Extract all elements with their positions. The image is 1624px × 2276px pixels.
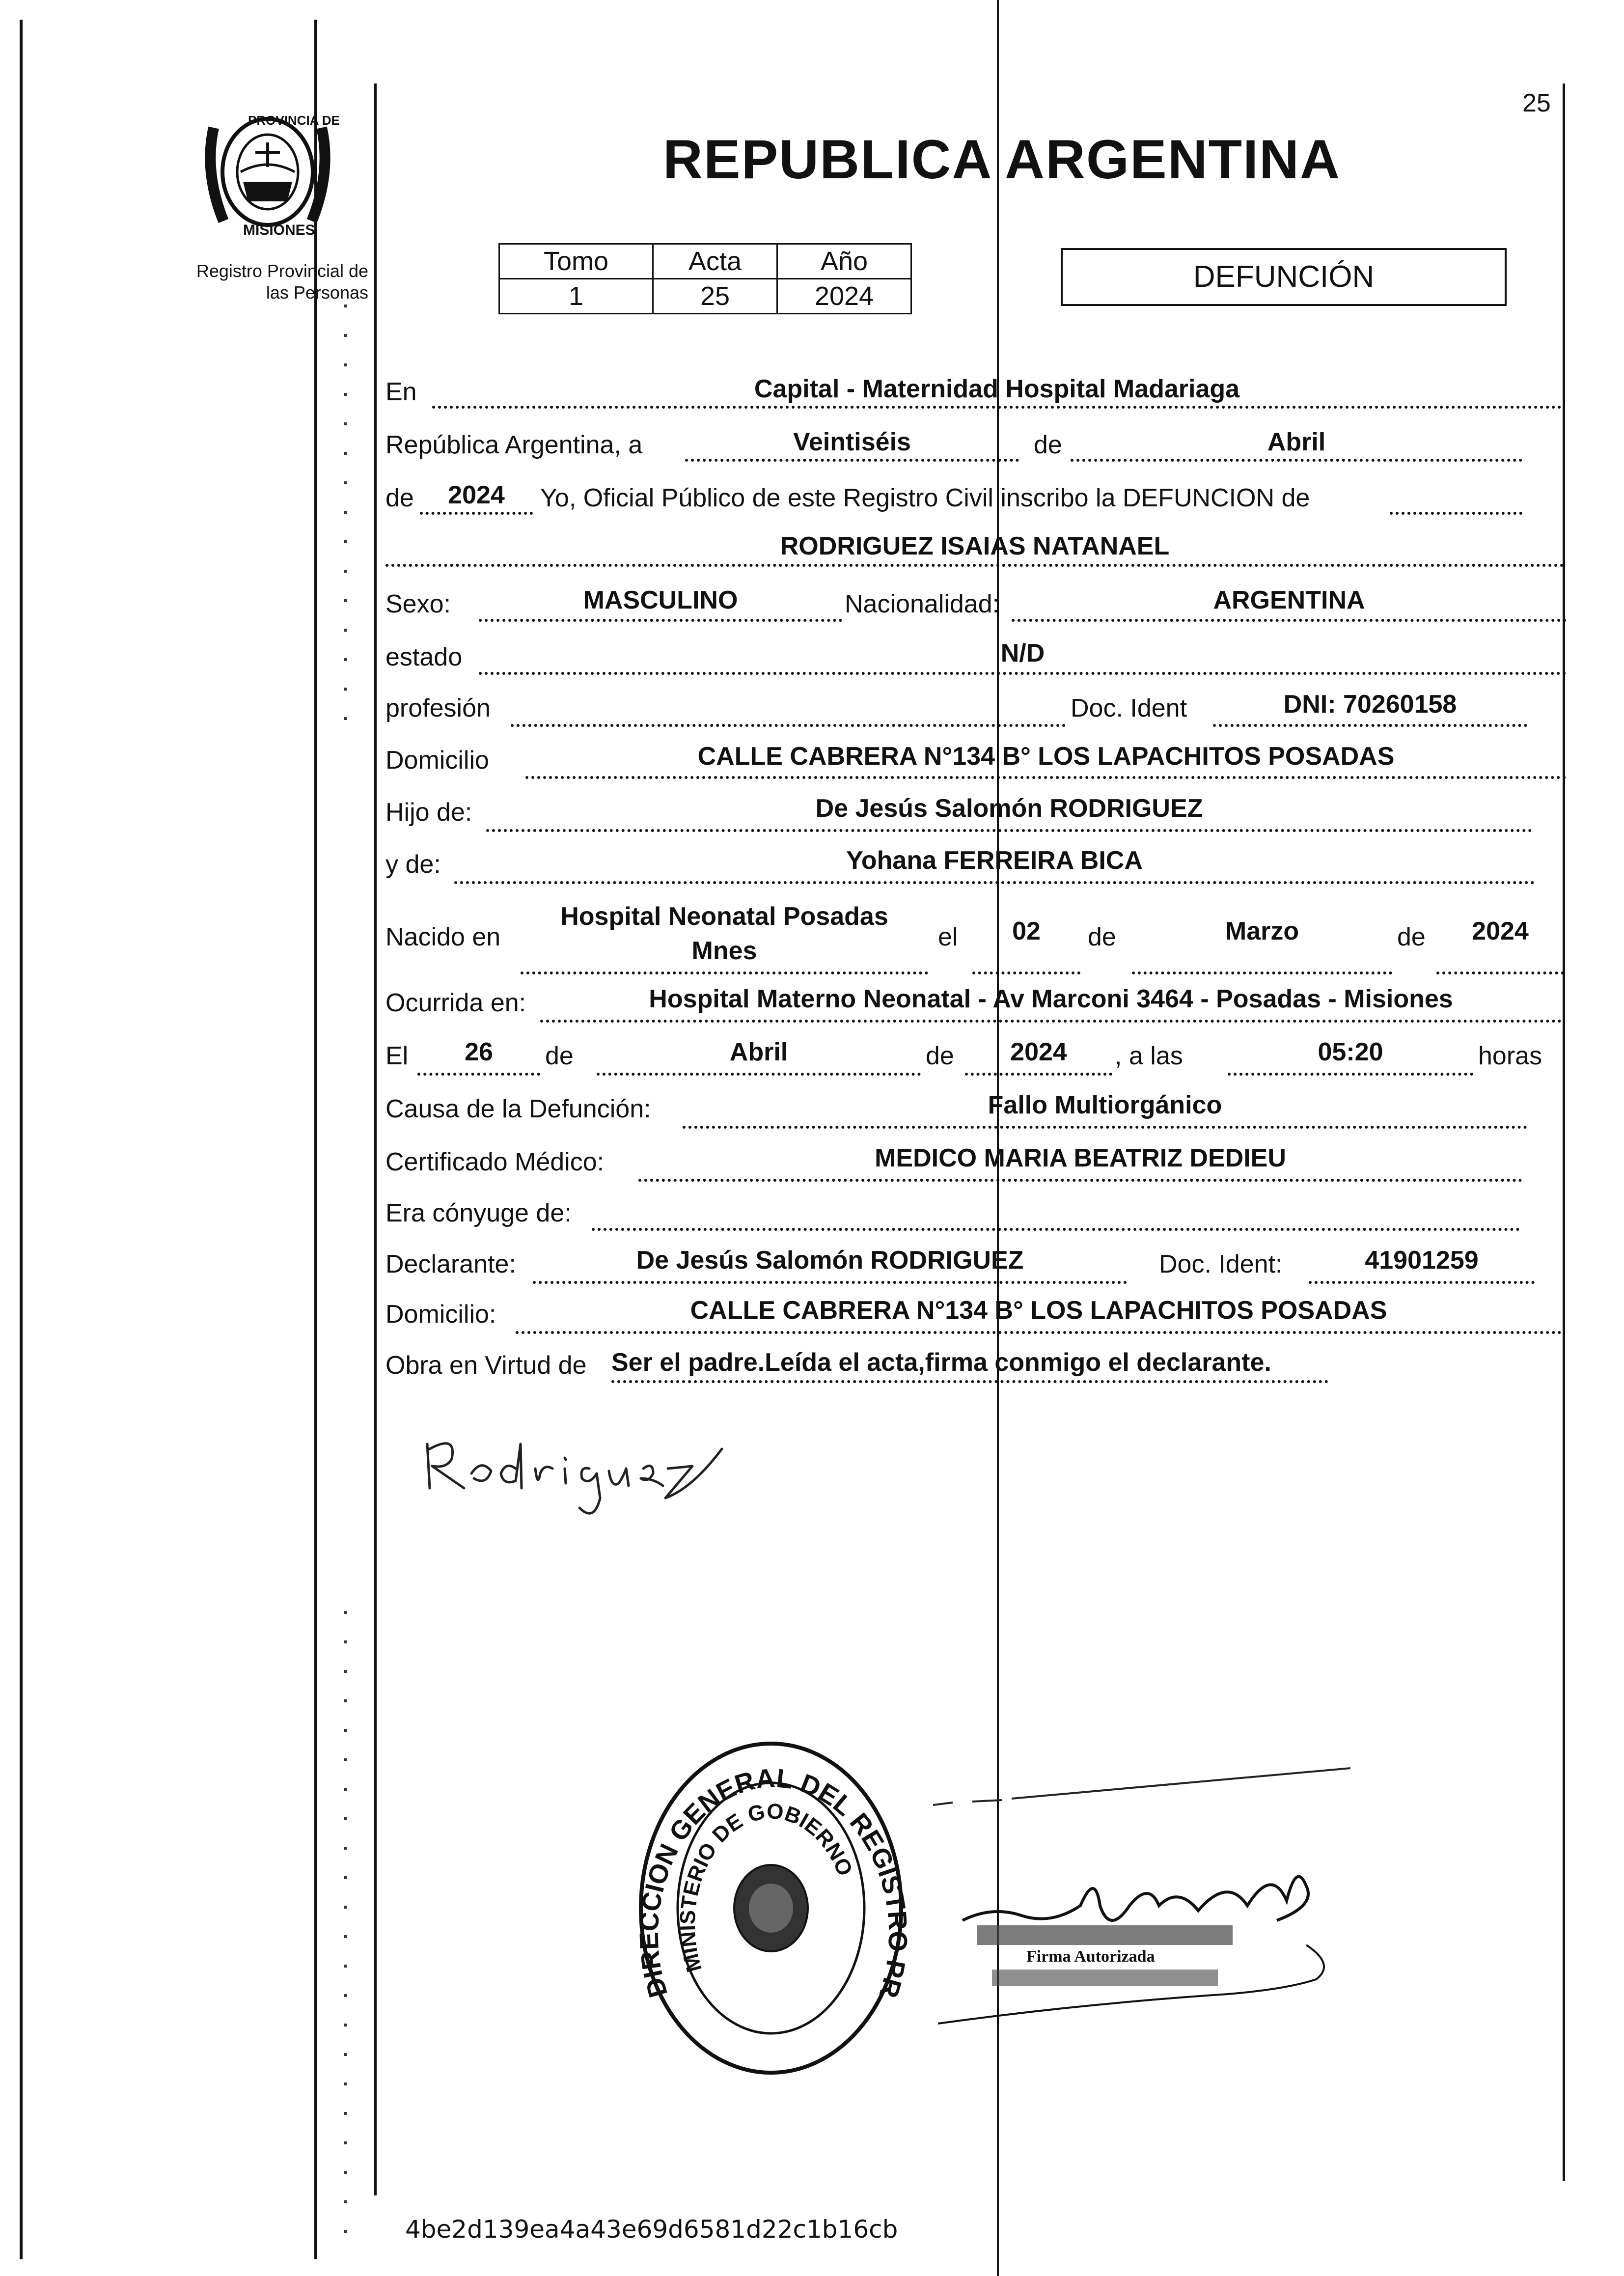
province-logo: [194, 98, 341, 246]
day-words-dots: [685, 459, 1019, 462]
logo-text-top: PROVINCIA DE: [248, 113, 340, 128]
death-day: 26: [465, 1038, 493, 1066]
book-value-acta: 25: [653, 279, 777, 314]
birth-place-line1: Hospital Neonatal Posadas: [560, 902, 888, 931]
de-label-2: de: [385, 484, 414, 512]
seal-outer-text: DIRECCION GENERAL DEL REGIST PR: [634, 1763, 908, 2001]
book-header-tomo: Tomo: [499, 244, 653, 279]
ocurrida-dots: [540, 1020, 1562, 1023]
en-value: Capital - Maternidad Hospital Madariaga: [754, 375, 1240, 403]
death-month-dots: [597, 1073, 921, 1076]
seal-inner-text: MINISTERIO DE GOBIERNO: [675, 1799, 857, 1975]
declarant-signature: [417, 1415, 791, 1532]
month-dots: [1071, 459, 1522, 462]
conyuge-label: Era cónyuge de:: [385, 1199, 572, 1227]
birth-month: Marzo: [1225, 917, 1299, 945]
doc-ident2-dots: [1309, 1281, 1535, 1284]
de-label-4: de: [1397, 923, 1426, 951]
birth-place-dots: [521, 971, 928, 974]
deceased-name-dots: [385, 564, 1564, 567]
registry-line1: Registro Provincial de: [196, 261, 368, 281]
doc-ident-dots: [1213, 724, 1527, 727]
domicilio2-label: Domicilio:: [385, 1300, 496, 1329]
domicilio2-value: CALLE CABRERA N°134 B° LOS LAPACHITOS POSADAS: [690, 1296, 1387, 1325]
birth-day: 02: [1012, 917, 1041, 945]
death-year: 2024: [1010, 1038, 1067, 1066]
estado-value: N/D: [1000, 639, 1045, 667]
doc-ident2-label: Doc. Ident:: [1159, 1250, 1283, 1278]
doc-type-label: DEFUNCIÓN: [1193, 260, 1375, 294]
page-number: 25: [1522, 89, 1551, 117]
margin-line-2: [374, 83, 377, 2195]
month-value: Abril: [1267, 428, 1326, 456]
death-day-dots: [417, 1073, 540, 1076]
left-border-line: [20, 20, 23, 2259]
y-de-label: y de:: [385, 850, 441, 879]
certificado-value: MEDICO MARIA BEATRIZ DEDIEU: [875, 1144, 1286, 1172]
domicilio-value: CALLE CABRERA N°134 B° LOS LAPACHITOS POSADAS: [697, 742, 1395, 771]
birth-year-dots: [1436, 971, 1564, 974]
obra-value: Ser el padre.Leída el acta,firma conmigo el declarante.: [611, 1348, 1271, 1377]
page-title: REPUBLICA ARGENTINA: [663, 129, 1341, 190]
domicilio-label: Domicilio: [385, 746, 489, 775]
death-month: Abril: [729, 1038, 788, 1066]
right-border-line: [1563, 83, 1565, 2181]
death-year-dots: [965, 1073, 1112, 1076]
mother-value: Yohana FERREIRA BICA: [846, 846, 1143, 875]
birth-year: 2024: [1472, 917, 1529, 945]
en-dots: [432, 406, 1562, 409]
official-seal: [633, 1739, 908, 2078]
de-label-1: de: [1034, 431, 1062, 459]
yo-text: Yo, Oficial Público de este Registro Civil inscribo la DEFUNCION de: [540, 484, 1310, 512]
en-label: En: [385, 378, 417, 406]
deceased-name: RODRIGUEZ ISAIAS NATANAEL: [780, 532, 1170, 560]
a-las-label: , a las: [1115, 1042, 1183, 1070]
horas-label: horas: [1478, 1042, 1542, 1070]
book-value-tomo: 1: [499, 279, 653, 314]
declarante-value: De Jesús Salomón RODRIGUEZ: [636, 1246, 1024, 1275]
el2-label: El: [385, 1042, 409, 1070]
registry-caption: [162, 260, 368, 304]
mother-dots: [454, 881, 1535, 884]
book-header-acta: Acta: [653, 244, 777, 279]
book-value-anio: 2024: [777, 279, 911, 314]
domicilio2-dots: [516, 1331, 1562, 1334]
margin-line-1: [314, 20, 317, 2259]
day-words: Veintiséis: [793, 428, 911, 456]
obra-dots: [611, 1380, 1328, 1383]
nacionalidad-dots: [1012, 619, 1567, 622]
registry-line2: las Personas: [266, 282, 368, 303]
sexo-dots: [479, 619, 842, 622]
certificado-label: Certificado Médico:: [385, 1148, 605, 1176]
birth-month-dots: [1132, 971, 1392, 974]
yo-dots: [1390, 512, 1522, 515]
book-table: [498, 243, 912, 314]
doc-ident-label: Doc. Ident: [1071, 694, 1187, 722]
declarante-label: Declarante:: [385, 1250, 516, 1278]
profesion-label: profesión: [385, 694, 491, 722]
father-dots: [486, 829, 1532, 832]
profesion-dots: [511, 724, 1066, 727]
el-label: el: [938, 923, 958, 951]
estado-label: estado: [385, 643, 463, 671]
causa-label: Causa de la Defunción:: [385, 1095, 651, 1123]
declarante-dots: [533, 1281, 1127, 1284]
nacido-label: Nacido en: [385, 923, 501, 951]
year-dots: [420, 512, 533, 515]
doc-ident-value: DNI: 70260158: [1283, 690, 1457, 719]
death-time-dots: [1228, 1073, 1473, 1076]
conyuge-dots: [592, 1228, 1520, 1231]
signature-stamp-line1: Firma Autorizada: [1026, 1947, 1155, 1966]
de-label-3: de: [1088, 923, 1116, 951]
causa-dots: [683, 1126, 1527, 1129]
official-signature: [933, 1758, 1400, 2043]
year-value: 2024: [448, 481, 505, 509]
doc-type-box: [1061, 248, 1507, 306]
nacionalidad-value: ARGENTINA: [1213, 586, 1365, 614]
doc-ident2-value: 41901259: [1365, 1246, 1479, 1275]
causa-value: Fallo Multiorgánico: [988, 1091, 1222, 1119]
estado-dots: [479, 672, 1567, 675]
birth-day-dots: [972, 971, 1080, 974]
scan-dots-1: [344, 305, 347, 747]
ocurrida-value: Hospital Materno Neonatal - Av Marconi 3464 - Posadas - Misiones: [649, 985, 1453, 1013]
logo-text-bottom: MISIONES: [243, 222, 315, 238]
de-label-5: de: [545, 1042, 574, 1070]
sexo-label: Sexo:: [385, 590, 451, 618]
domicilio-dots: [525, 776, 1567, 779]
hijo-label: Hijo de:: [385, 798, 472, 827]
father-value: De Jesús Salomón RODRIGUEZ: [815, 794, 1203, 823]
sexo-value: MASCULINO: [583, 586, 738, 614]
de-label-6: de: [926, 1042, 954, 1070]
republica-label: República Argentina, a: [385, 431, 643, 459]
obra-label: Obra en Virtud de: [385, 1351, 587, 1380]
death-time: 05:20: [1318, 1038, 1383, 1066]
birth-place-line2: Mnes: [691, 937, 757, 965]
ocurrida-label: Ocurrida en:: [385, 989, 526, 1017]
footer-hash: 4be2d139ea4a43e69d6581d22c1b16cb: [405, 2215, 898, 2244]
nacionalidad-label: Nacionalidad:: [845, 590, 1000, 618]
scan-dots-2: [344, 1611, 347, 2249]
certificado-dots: [638, 1179, 1522, 1182]
book-header-anio: Año: [777, 244, 911, 279]
